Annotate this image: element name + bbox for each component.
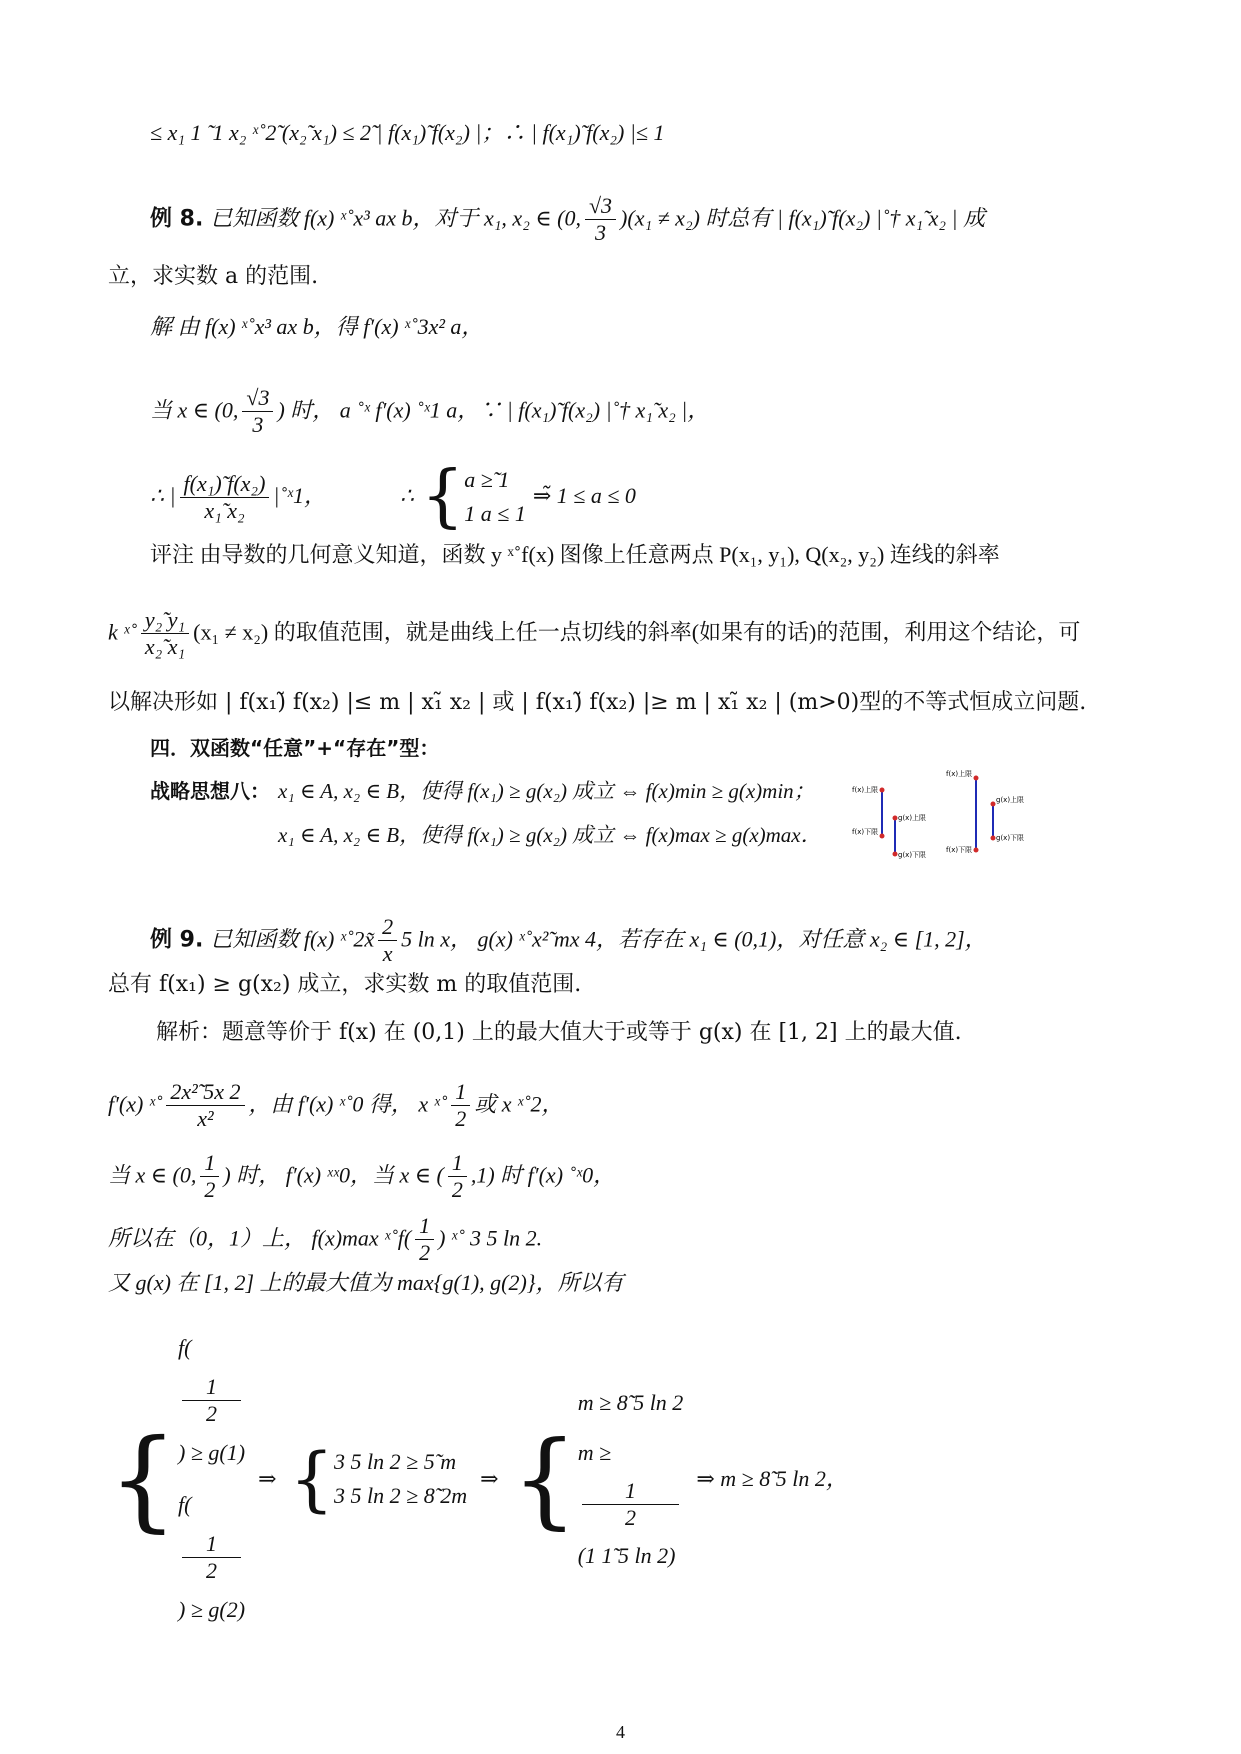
left-brace: {	[289, 1438, 335, 1520]
example-9-statement: 例 9. 已知函数 f(x) ˣ˚2x̃ $\frac{2}{x}$ 5 ln x， g(x) ˣ˚x²̃ mx 4，若存在 x₁ ∈ (0,1)，对任意 x₂ ∈ [1, 2]，	[150, 914, 987, 966]
text-line: 解 由 f(x) ˣ˚x³ ax b，得 f′(x) ˣ˚3x² a，	[150, 314, 484, 339]
fraction: 1 2	[582, 1478, 680, 1531]
text-line: 所以在（0，1）上， f(x)max ˣ˚f( $\frac{1}{2}$ ) ˣ˚ 3 5 ln 2.	[108, 1213, 543, 1265]
page-number: 4	[616, 1722, 625, 1742]
strategy-line: x₁ ∈ A, x₂ ∈ B，使得 f(x₁) ≥ g(x₂) 成立 ⇔ f(x)min ≥ g(x)min；	[278, 779, 815, 803]
fraction: $\frac{√3}{3}$	[242, 385, 273, 438]
example-label: 例 9.	[150, 927, 204, 953]
final-derivation: { f( 1 2 ) ≥ g(1) f( 1 2 ) ≥ g(2) ⇒ { 3 5 ln 2 ≥ 5̃ m 3 5 ln 2 ≥ 8̃ 2m ⇒ { m ≥ 8̃ 5 ln 2 m ≥ 1 2 (1 1̃ 5 ln 2) ⇒ m ≥ 8̃ 5 ln 2，	[108, 1322, 848, 1636]
text-line: ∴ | $\frac{\text{f(x₁)̃ f(x₂)}}{\text{x₁̃ x₂}}$ |˚ˣ1， ∴ { a ≥̃ 1 1 a ≤ 1 ⇒̃ 1 ≤ a ≤ 0	[150, 457, 636, 536]
text-line: f′(x) ˣ˚ $\frac{\text{2x²̃ 5x 2}}{\text{x²}}$ ，由 f′(x) ˣ˚0 得， x ˣ˚ $\frac{1}{2}$ 或 x ˣ˚2，	[108, 1079, 564, 1131]
fraction: $\frac{1}{2}$	[415, 1213, 434, 1266]
fraction: $\frac{2}{x}$	[378, 914, 397, 967]
fraction: $\frac{1}{2}$	[200, 1150, 219, 1203]
fraction: $\frac{√3}{3}$	[585, 193, 616, 246]
figure-label: f(x)上限	[852, 786, 879, 794]
endpoint-dot	[991, 802, 996, 807]
strategy-label: 战略思想八：	[150, 779, 270, 803]
equation-system: 3 5 ln 2 ≥ 5̃ m 3 5 ln 2 ≥ 8̃ 2m	[334, 1449, 468, 1508]
endpoint-dot	[991, 836, 996, 841]
figure-label: g(x)下限	[898, 851, 927, 859]
text-line: 以解决形如 | f(x₁)̃ f(x₂) |≤ m | x₁̃ x₂ | 或 | f(x₁)̃ f(x₂) |≥ m | x₁̃ x₂ | (m>0)型的不等式恒成立问题.	[108, 690, 1087, 715]
figure-label: f(x)下限	[852, 828, 879, 836]
figure-label: f(x)上限	[946, 770, 973, 778]
text-line: 立，求实数 a 的范围.	[108, 264, 319, 289]
strategy-line: x₁ ∈ A, x₂ ∈ B，使得 f(x₁) ≥ g(x₂) 成立 ⇔ f(x)max ≥ g(x)max．	[278, 823, 822, 847]
text-line: k ˣ˚ $\frac{\text{y₂̃ y₁}}{\text{x₂̃ x₁}}$ (x₁ ≠ x₂) 的取值范围，就是曲线上任一点切线的斜率(如果有的话)的范围，利用这个结论，可	[108, 607, 1081, 659]
text-line: 解析：题意等价于 f(x) 在 (0,1) 上的最大值大于或等于 g(x) 在 [1, 2] 上的最大值.	[156, 1020, 962, 1045]
fraction: 1 2	[182, 1531, 241, 1584]
fraction: $\frac{\text{2x²̃ 5x 2}}{\text{x²}}$	[166, 1079, 244, 1132]
text-line: 当 x ∈ (0, $\frac{√3}{3}$ ) 时， a ˚ˣ f′(x) ˚ˣ1 a，∵ | f(x₁)̃ f(x₂) |˚† x₁̃ x₂ |，	[150, 385, 710, 437]
example-label: 例 8.	[150, 206, 204, 232]
equation-system: f( 1 2 ) ≥ g(1) f( 1 2 ) ≥ g(2)	[178, 1335, 246, 1622]
endpoint-dot	[974, 776, 979, 781]
endpoint-dot	[880, 834, 885, 839]
text-line: 评注 由导数的几何意义知道，函数 y ˣ˚f(x) 图像上任意两点 P(x₁, y₁), Q(x₂, y₂) 连线的斜率	[150, 542, 1000, 567]
figure-label: g(x)上限	[996, 796, 1025, 804]
figure-label: f(x)下限	[946, 846, 973, 854]
left-brace: {	[421, 457, 465, 536]
text-line: 又 g(x) 在 [1, 2] 上的最大值为 max{g(1), g(2)}，所以有	[108, 1270, 624, 1295]
left-brace: {	[108, 1415, 178, 1543]
text-line: 总有 f(x₁) ≥ g(x₂) 成立，求实数 m 的取值范围.	[108, 972, 582, 997]
fraction: 1 2	[182, 1374, 241, 1427]
fraction: $\frac{1}{2}$	[448, 1150, 467, 1203]
fraction: $\frac{\text{f(x₁)̃ f(x₂)}}{\text{x₁̃ x₂}}$	[180, 471, 270, 524]
text-line: ≤ x₁ 1 ̃ 1 x₂ ˣ˚2̃ (x₂̃ x₁) ≤ 2̃ | f(x₁)̃ f(x₂) |；∴ | f(x₁)̃ f(x₂) |≤ 1	[150, 120, 665, 145]
equation-system: m ≥ 8̃ 5 ln 2 m ≥ 1 2 (1 1̃ 5 ln 2)	[577, 1389, 684, 1568]
fraction: $\frac{\text{y₂̃ y₁}}{\text{x₂̃ x₁}}$	[141, 607, 189, 660]
endpoint-dot	[893, 852, 898, 857]
left-brace: {	[511, 1418, 578, 1540]
text-line: 当 x ∈ (0, $\frac{1}{2}$ ) 时， f′(x) ˣˣ0，当 x ∈ ( $\frac{1}{2}$ ,1) 时 f′(x) ˚ˣ0，	[108, 1150, 616, 1202]
example-8-statement: 例 8. 已知函数 f(x) ˣ˚x³ ax b，对于 x₁, x₂ ∈ (0, $\frac{√3}{3}$ )(x₁ ≠ x₂) 时总有 | f(x₁)̃ f(x₂) |˚† x₁̃ x₂ | 成	[150, 193, 986, 245]
section-heading: 四．双函数“任意”+“存在”型：	[150, 736, 440, 760]
endpoint-dot	[974, 848, 979, 853]
endpoint-dot	[880, 788, 885, 793]
range-figure	[850, 768, 1040, 868]
endpoint-dot	[893, 816, 898, 821]
equation-system: a ≥̃ 1 1 a ≤ 1	[464, 467, 526, 526]
fraction: $\frac{1}{2}$	[451, 1079, 470, 1132]
figure-label: g(x)上限	[898, 814, 927, 822]
figure-label: g(x)下限	[996, 834, 1025, 842]
